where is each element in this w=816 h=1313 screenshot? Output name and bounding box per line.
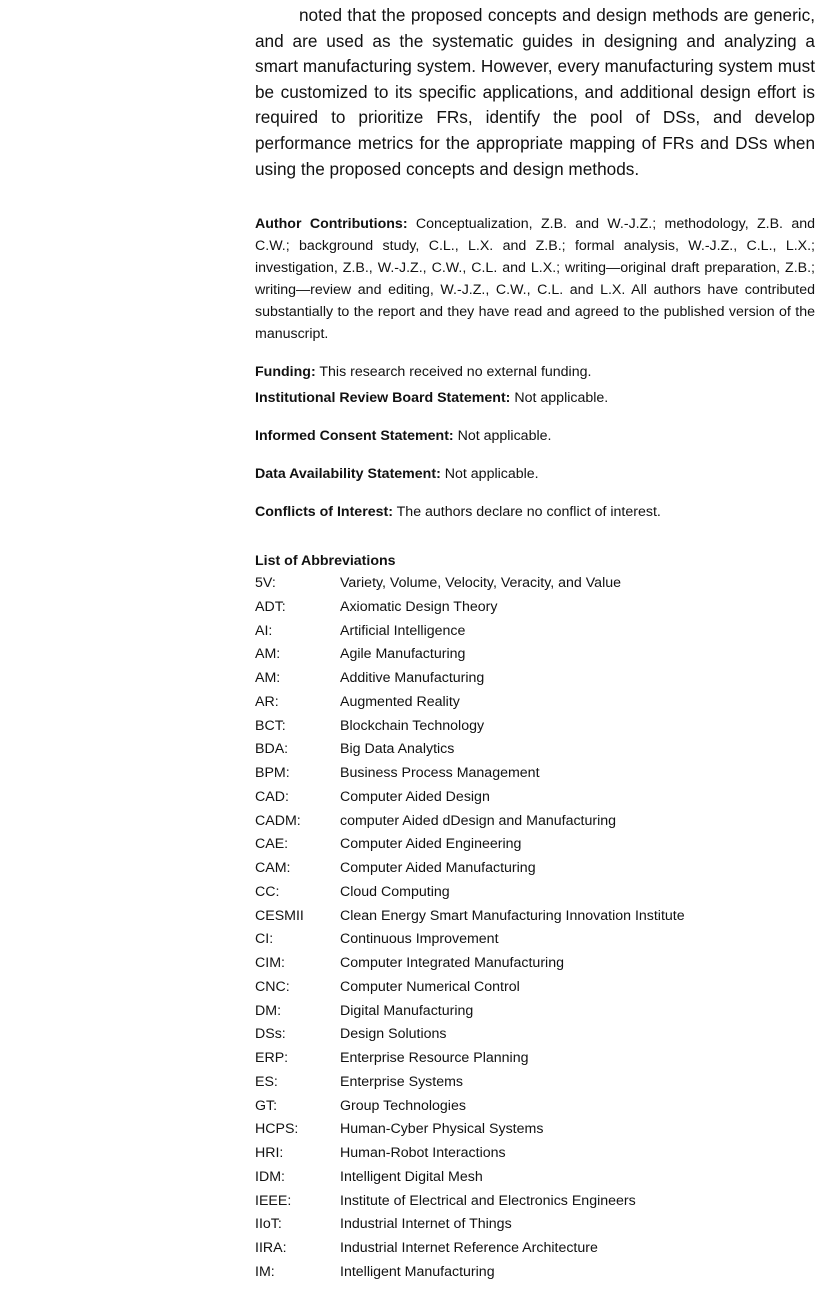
irb-text: Not applicable. [514, 390, 609, 407]
abbreviation-item [255, 691, 815, 715]
paper-page [255, 0, 815, 1285]
abbreviation-item [255, 905, 815, 929]
abbreviation-item [255, 1261, 815, 1285]
abbreviation-term: GT: [255, 1097, 278, 1114]
abbreviation-item [255, 667, 815, 691]
abbreviation-definition: Clean Energy Smart Manufacturing Innovation Institute [340, 907, 685, 924]
data-availability-statement [255, 463, 815, 485]
abbreviation-item [255, 881, 815, 905]
abbreviation-definition: Enterprise Systems [340, 1073, 463, 1090]
abbreviation-item [255, 738, 815, 762]
abbreviations-list [255, 572, 815, 1285]
abbreviation-item [255, 1023, 815, 1047]
abbreviation-term: BCT: [255, 717, 286, 734]
abbreviation-term: HCPS: [255, 1121, 299, 1138]
informed-consent-text: Not applicable. [457, 428, 552, 445]
author-contributions [255, 213, 815, 345]
abbreviation-definition: Industrial Internet Reference Architecture [340, 1240, 598, 1257]
author-contributions-text: Conceptualization, Z.B. and W.-J.Z.; methodology, Z.B. and C.W.; background study, C.L., L.X. and Z.B.; formal analysis, W.-J.Z., C.L., L.X.; investigation, Z.B., W.-J.Z., C.W., C.L. and L.X.; writing—original draft preparation, Z.B.; writing—review and editing, W.-J.Z., C.W., C.L. and L.X. All authors have contributed substantially to the report and they have read and agreed to the published version of the manuscript. [255, 216, 815, 343]
abbreviation-item [255, 1047, 815, 1071]
abbreviation-term: IIRA: [255, 1240, 287, 1257]
abbreviation-definition: Agile Manufacturing [340, 646, 466, 663]
funding-statement [255, 361, 815, 383]
abbreviation-definition: Augmented Reality [340, 693, 460, 710]
abbreviation-item [255, 620, 815, 644]
abbreviation-definition: Enterprise Resource Planning [340, 1050, 529, 1067]
abbreviation-item [255, 762, 815, 786]
abbreviation-term: CAE: [255, 836, 289, 853]
abbreviation-term: BPM: [255, 765, 290, 782]
abbreviation-definition: Additive Manufacturing [340, 670, 485, 687]
abbreviation-definition: Business Process Management [340, 765, 540, 782]
abbreviation-definition: Artificial Intelligence [340, 622, 466, 639]
irb-statement [255, 387, 815, 409]
abbreviation-item [255, 643, 815, 667]
abbreviation-term: AI: [255, 622, 273, 639]
abbreviation-item [255, 810, 815, 834]
abbreviation-definition: Design Solutions [340, 1026, 447, 1043]
abbreviation-definition: Variety, Volume, Velocity, Veracity, and Value [340, 575, 621, 592]
abbreviation-item [255, 857, 815, 881]
abbreviation-definition: Computer Numerical Control [340, 978, 520, 995]
abbreviation-term: IIoT: [255, 1216, 282, 1233]
abbreviation-term: ADT: [255, 598, 286, 615]
abbreviation-definition: Human-Cyber Physical Systems [340, 1121, 544, 1138]
irb-label: Institutional Review Board Statement: [255, 390, 511, 407]
conflicts-text: The authors declare no conflict of interest. [396, 504, 661, 521]
abbreviation-definition: Computer Aided Design [340, 788, 490, 805]
data-availability-text: Not applicable. [444, 466, 539, 483]
abbreviation-definition: Computer Integrated Manufacturing [340, 955, 564, 972]
abbreviation-item [255, 833, 815, 857]
abbreviation-item [255, 1095, 815, 1119]
abbreviation-item [255, 1237, 815, 1261]
abbreviation-definition: Industrial Internet of Things [340, 1216, 512, 1233]
informed-consent-statement [255, 425, 815, 447]
abbreviation-item [255, 1071, 815, 1095]
abbreviation-term: ES: [255, 1073, 278, 1090]
author-contributions-label: Author Contributions: [255, 216, 408, 233]
abbreviation-item [255, 976, 815, 1000]
abbreviation-definition: Computer Aided Engineering [340, 836, 522, 853]
abbreviation-definition: Blockchain Technology [340, 717, 485, 734]
abbreviation-term: CAM: [255, 860, 291, 877]
abbreviation-term: AM: [255, 670, 281, 687]
abbreviation-item [255, 596, 815, 620]
abbreviation-definition: Intelligent Manufacturing [340, 1263, 495, 1280]
abbreviation-term: BDA: [255, 741, 289, 758]
abbreviation-term: DM: [255, 1002, 282, 1019]
abbreviation-definition: Institute of Electrical and Electronics Engineers [340, 1192, 636, 1209]
abbreviation-term: CESMII [255, 907, 304, 924]
abbreviation-term: CI: [255, 931, 274, 948]
abbreviations-heading: List of Abbreviations [255, 553, 396, 570]
abbreviation-term: IM: [255, 1263, 275, 1280]
funding-label: Funding: [255, 364, 316, 381]
abbreviation-item [255, 928, 815, 952]
abbreviation-item [255, 1142, 815, 1166]
abbreviation-term: AM: [255, 646, 281, 663]
abbreviation-definition: Digital Manufacturing [340, 1002, 474, 1019]
abbreviation-term: 5V: [255, 575, 276, 592]
abbreviation-definition: Group Technologies [340, 1097, 466, 1114]
abbreviation-term: AR: [255, 693, 279, 710]
conflicts-label: Conflicts of Interest: [255, 504, 393, 521]
abbreviation-item [255, 1166, 815, 1190]
abbreviation-definition: Axiomatic Design Theory [340, 598, 498, 615]
abbreviation-term: CIM: [255, 955, 285, 972]
abbreviation-definition: Human-Robot Interactions [340, 1145, 506, 1162]
funding-text: This research received no external funding. [319, 364, 592, 381]
abbreviation-item [255, 952, 815, 976]
abbreviation-definition: Big Data Analytics [340, 741, 455, 758]
abbreviation-term: HRI: [255, 1145, 284, 1162]
abbreviation-item [255, 715, 815, 739]
abbreviation-item [255, 1000, 815, 1024]
abbreviation-item [255, 1190, 815, 1214]
abbreviation-item [255, 572, 815, 596]
abbreviation-definition: Computer Aided Manufacturing [340, 860, 536, 877]
informed-consent-label: Informed Consent Statement: [255, 428, 454, 445]
abbreviation-term: CAD: [255, 788, 289, 805]
conflicts-statement [255, 501, 815, 523]
abbreviation-term: IDM: [255, 1168, 285, 1185]
abbreviation-term: CADM: [255, 812, 301, 829]
abbreviation-term: IEEE: [255, 1192, 292, 1209]
abbreviation-definition: Intelligent Digital Mesh [340, 1168, 483, 1185]
abbreviation-item [255, 1213, 815, 1237]
abbreviation-item [255, 1118, 815, 1142]
body-paragraph: noted that the proposed concepts and design methods are generic, and are used as the systematic guides in designing and analyzing a smart manufacturing system. However, every manufacturing system must be customized to its specific applications, and additional design effort is required to prioritize FRs, identify the pool of DSs, and develop performance metrics for the appropriate mapping of FRs and DSs when using the proposed concepts and design methods. [255, 5, 815, 179]
abbreviation-term: CNC: [255, 978, 290, 995]
data-availability-label: Data Availability Statement: [255, 466, 441, 483]
abbreviation-item [255, 786, 815, 810]
abbreviation-definition: Continuous Improvement [340, 931, 499, 948]
abbreviation-term: ERP: [255, 1050, 289, 1067]
abbreviation-term: CC: [255, 883, 280, 900]
abbreviation-definition: computer Aided dDesign and Manufacturing [340, 812, 617, 829]
abbreviation-term: DSs: [255, 1026, 286, 1043]
abbreviation-definition: Cloud Computing [340, 883, 450, 900]
